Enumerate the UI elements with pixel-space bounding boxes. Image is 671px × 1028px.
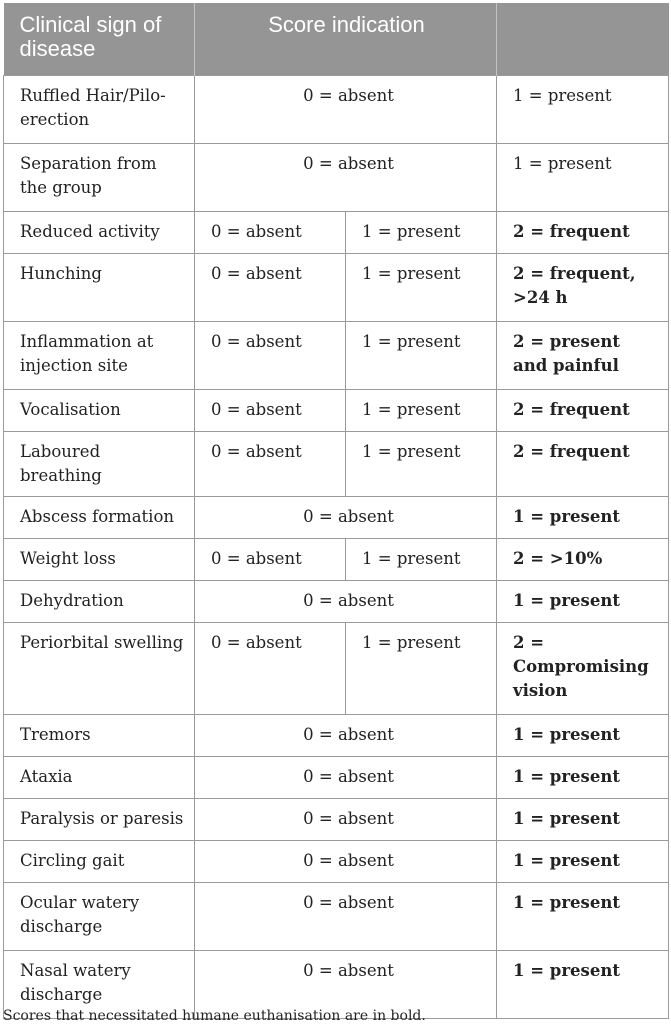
- score-1-cell: 1 = present: [346, 389, 497, 431]
- score-2-cell: 2 = frequent, >24 h: [497, 253, 669, 321]
- clinical-sign-cell: Ruffled Hair/Pilo-erection: [4, 75, 195, 143]
- score-0-cell: 0 = absent: [195, 538, 346, 580]
- table-footnote: Scores that necessitated humane euthanisation are in bold.: [3, 1008, 426, 1024]
- score-1-cell: 1 = present: [497, 882, 669, 950]
- table-row: [4, 756, 669, 798]
- header-score-indication: Score indication: [195, 3, 497, 75]
- table-row: [4, 496, 669, 538]
- table-row: [4, 714, 669, 756]
- score-2-cell: 2 = present and painful: [497, 321, 669, 389]
- score-1-cell: 1 = present: [346, 538, 497, 580]
- score-0-cell: 0 = absent: [195, 321, 346, 389]
- score-0-cell: 0 = absent: [195, 580, 497, 622]
- table-row: [4, 580, 669, 622]
- score-1-cell: 1 = present: [497, 580, 669, 622]
- table-row: [4, 538, 669, 580]
- header-blank: [497, 3, 669, 75]
- score-1-cell: 1 = present: [497, 496, 669, 538]
- score-0-cell: 0 = absent: [195, 840, 497, 882]
- score-1-cell: 1 = present: [346, 253, 497, 321]
- clinical-sign-cell: Reduced activity: [4, 211, 195, 253]
- scoring-table: [3, 3, 669, 1019]
- score-2-cell: 2 = frequent: [497, 431, 669, 496]
- table-row: [4, 143, 669, 211]
- header-row: [4, 3, 669, 75]
- table-row: [4, 321, 669, 389]
- score-0-cell: 0 = absent: [195, 75, 497, 143]
- table-row: [4, 431, 669, 496]
- score-1-cell: 1 = present: [497, 75, 669, 143]
- clinical-sign-cell: Laboured breathing: [4, 431, 195, 496]
- score-0-cell: 0 = absent: [195, 496, 497, 538]
- table-row: [4, 622, 669, 714]
- clinical-sign-cell: Ataxia: [4, 756, 195, 798]
- score-0-cell: 0 = absent: [195, 431, 346, 496]
- score-1-cell: 1 = present: [346, 321, 497, 389]
- score-0-cell: 0 = absent: [195, 798, 497, 840]
- score-1-cell: 1 = present: [346, 211, 497, 253]
- clinical-sign-cell: Circling gait: [4, 840, 195, 882]
- score-1-cell: 1 = present: [497, 143, 669, 211]
- clinical-sign-cell: Weight loss: [4, 538, 195, 580]
- header-clinical-sign: Clinical sign of disease: [4, 3, 195, 75]
- clinical-sign-cell: Vocalisation: [4, 389, 195, 431]
- clinical-sign-cell: Nasal watery discharge: [4, 950, 195, 1018]
- score-2-cell: 2 = >10%: [497, 538, 669, 580]
- score-0-cell: 0 = absent: [195, 211, 346, 253]
- score-1-cell: 1 = present: [346, 431, 497, 496]
- score-0-cell: 0 = absent: [195, 882, 497, 950]
- score-1-cell: 1 = present: [497, 798, 669, 840]
- score-1-cell: 1 = present: [497, 950, 669, 1018]
- clinical-sign-cell: Inflammation at injection site: [4, 321, 195, 389]
- clinical-sign-cell: Tremors: [4, 714, 195, 756]
- score-1-cell: 1 = present: [346, 622, 497, 714]
- score-1-cell: 1 = present: [497, 714, 669, 756]
- score-0-cell: 0 = absent: [195, 756, 497, 798]
- clinical-sign-cell: Paralysis or paresis: [4, 798, 195, 840]
- table-row: [4, 389, 669, 431]
- score-0-cell: 0 = absent: [195, 622, 346, 714]
- table-row: [4, 211, 669, 253]
- score-0-cell: 0 = absent: [195, 143, 497, 211]
- clinical-sign-cell: Separation from the group: [4, 143, 195, 211]
- clinical-sign-cell: Periorbital swelling: [4, 622, 195, 714]
- score-0-cell: 0 = absent: [195, 714, 497, 756]
- clinical-sign-cell: Hunching: [4, 253, 195, 321]
- score-0-cell: 0 = absent: [195, 389, 346, 431]
- score-2-cell: 2 = frequent: [497, 389, 669, 431]
- table-row: [4, 882, 669, 950]
- score-0-cell: 0 = absent: [195, 950, 497, 1018]
- score-2-cell: 2 = Compromising vision: [497, 622, 669, 714]
- score-1-cell: 1 = present: [497, 756, 669, 798]
- clinical-sign-cell: Ocular watery discharge: [4, 882, 195, 950]
- table-row: [4, 798, 669, 840]
- score-2-cell: 2 = frequent: [497, 211, 669, 253]
- score-0-cell: 0 = absent: [195, 253, 346, 321]
- table-row: [4, 840, 669, 882]
- table-row: [4, 253, 669, 321]
- table-row: [4, 75, 669, 143]
- score-1-cell: 1 = present: [497, 840, 669, 882]
- clinical-sign-cell: Abscess formation: [4, 496, 195, 538]
- clinical-sign-cell: Dehydration: [4, 580, 195, 622]
